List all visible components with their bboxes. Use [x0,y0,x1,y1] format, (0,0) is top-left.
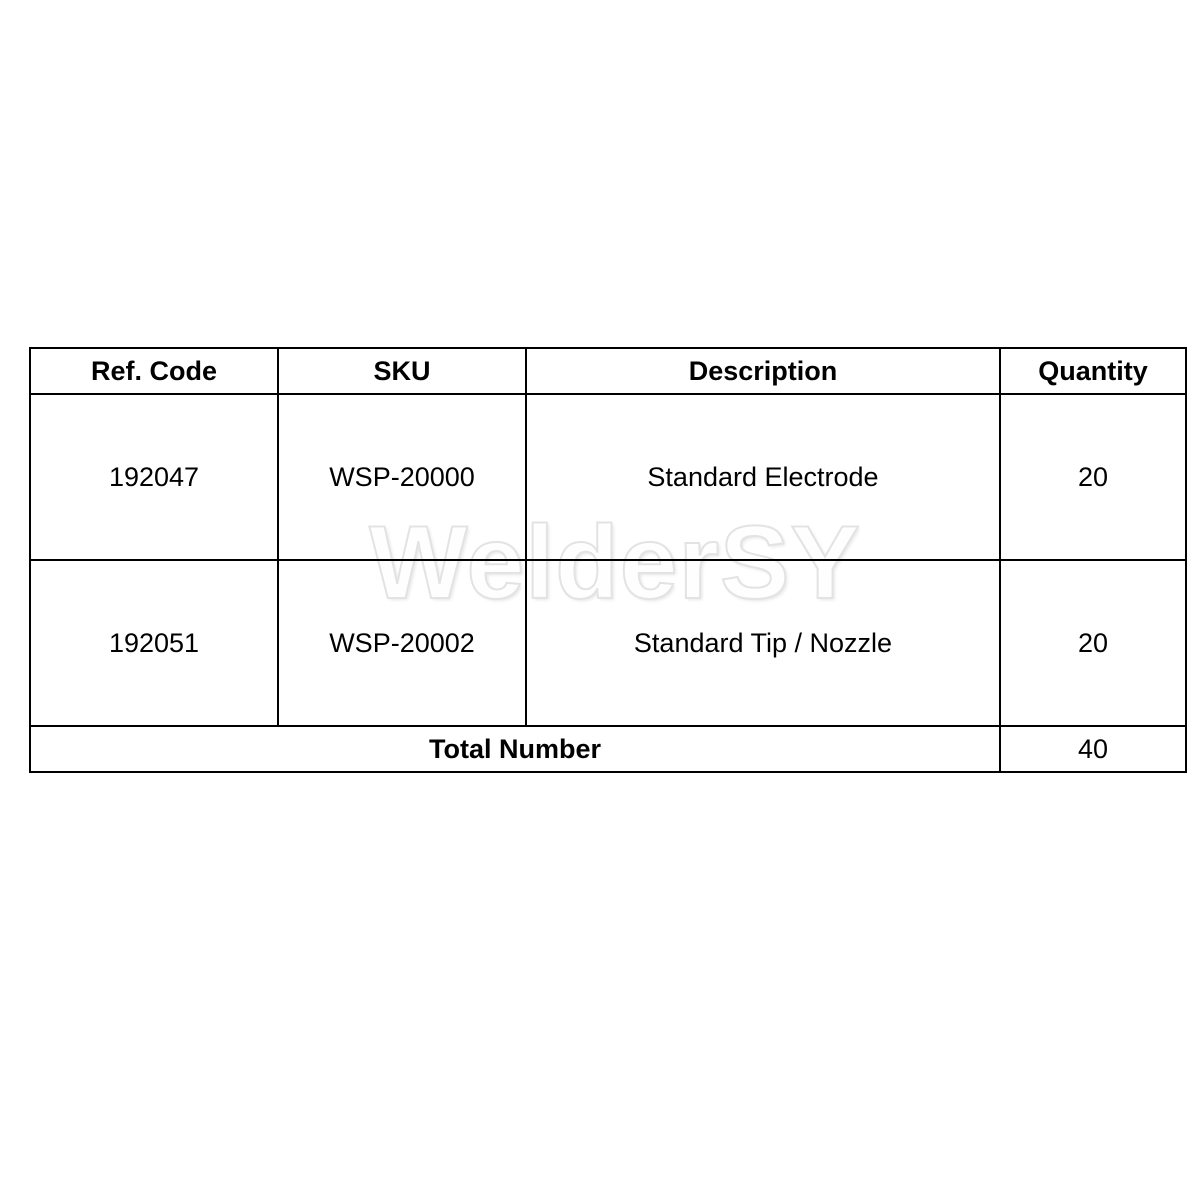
cell-quantity: 20 [1000,560,1186,726]
header-sku: SKU [278,348,526,394]
total-value: 40 [1000,726,1186,772]
header-description: Description [526,348,1000,394]
total-label: Total Number [30,726,1000,772]
cell-sku: WSP-20002 [278,560,526,726]
cell-description: Standard Tip / Nozzle [526,560,1000,726]
cell-ref-code: 192051 [30,560,278,726]
cell-sku: WSP-20000 [278,394,526,560]
header-quantity: Quantity [1000,348,1186,394]
parts-table [29,347,1187,773]
cell-description: Standard Electrode [526,394,1000,560]
table-row [30,394,1186,560]
watermark-logo: WelderSY [369,504,861,621]
header-ref-code: Ref. Code [30,348,278,394]
table-header-row [30,348,1186,394]
table-row [30,560,1186,726]
cell-ref-code: 192047 [30,394,278,560]
cell-quantity: 20 [1000,394,1186,560]
total-row [30,726,1186,772]
